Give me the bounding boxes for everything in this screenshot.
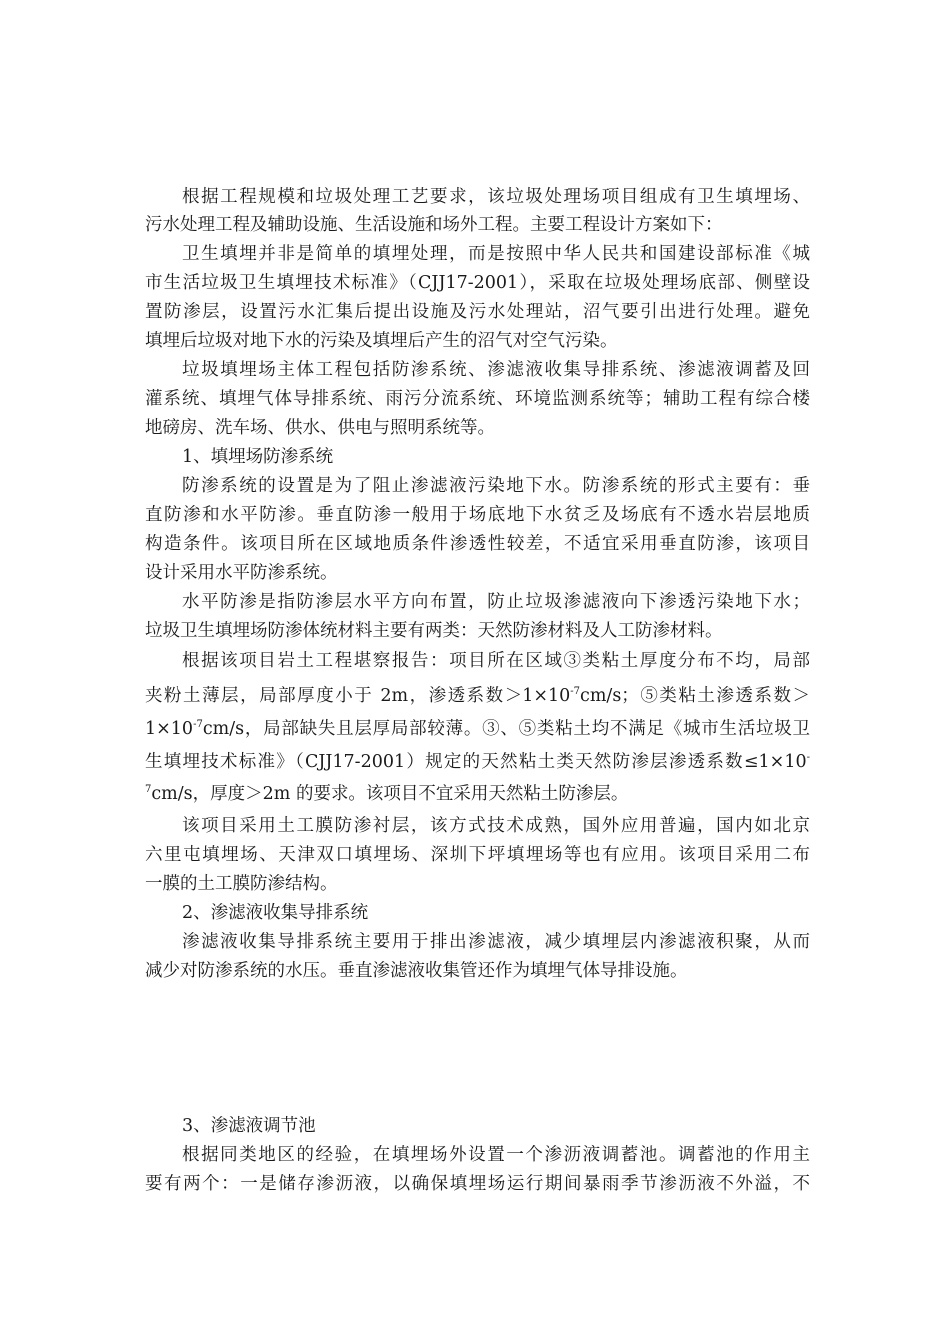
paragraph-line: 水平防渗是指防渗层水平方向布置，防止垃圾渗滤液向下渗透污染地下水； [182,592,810,612]
paragraph-line: 减少对防渗系统的水压。垂直渗滤液收集管还作为填埋气体导排设施。 [145,961,688,981]
paragraph-line: 置防渗层，设置污水汇集后提出设施及污水处理站，沼气要引出进行处理。避免 [145,302,810,322]
paragraph-line: 污水处理工程及辅助设施、生活设施和场外工程。主要工程设计方案如下： [145,215,723,235]
exponent: 7 [145,784,152,795]
exponent: -7 [193,719,203,730]
paragraph-line: 卫生填埋并非是简单的填埋处理，而是按照中华人民共和国建设部标准《城 [182,244,810,264]
paragraph-line [145,749,810,775]
paragraph-line: 渗滤液收集导排系统主要用于排出渗滤液，减少填埋层内渗滤液积聚，从而 [182,932,810,952]
exponent: - [806,752,810,763]
paragraph-line: 设计采用水平防渗系统。 [145,563,338,583]
paragraph-line: 构造条件。该项目所在区域地质条件渗透性较差，不适宜采用垂直防渗，该项目 [145,534,810,554]
paragraph-line: 防渗系统的设置是为了阻止渗滤液污染地下水。防渗系统的形式主要有：垂 [182,476,810,496]
paragraph-line: 市生活垃圾卫生填埋技术标准》（CJJ17-2001），采取在垃圾处理场底部、侧壁设 [145,273,810,293]
section-heading: 2、渗滤液收集导排系统 [182,903,369,923]
text-run: 夹粉土薄层，局部厚度小于 2m，渗透系数＞1×10 [145,686,571,706]
paragraph-line: 地磅房、洗车场、供水、供电与照明系统等。 [145,418,495,438]
paragraph-line: 根据工程规模和垃圾处理工艺要求，该垃圾处理场项目组成有卫生填埋场、 [182,187,810,207]
paragraph-line: 灌系统、填埋气体导排系统、雨污分流系统、环境监测系统等；辅助工程有综合楼 [145,389,810,409]
paragraph-line: 六里屯填埋场、天津双口填埋场、深圳下坪填埋场等也有应用。该项目采用二布 [145,845,810,865]
paragraph-line: 垃圾卫生填埋场防渗体统材料主要有两类：天然防渗材料及人工防渗材料。 [145,621,723,641]
text-run: cm/s，局部缺失且层厚局部较薄。③、⑤类粘土均不满足《城市生活垃圾卫 [202,719,810,739]
paragraph-line: 填埋后垃圾对地下水的污染及填埋后产生的沼气对空气污染。 [145,331,618,351]
text-run: 1×10 [145,719,194,739]
paragraph-line: 一膜的土工膜防渗结构。 [145,874,338,894]
paragraph-line: 根据该项目岩土工程堪察报告：项目所在区域③类粘土厚度分布不均，局部 [182,651,810,671]
exponent: -7 [570,686,581,697]
paragraph-line: 根据同类地区的经验，在填埋场外设置一个渗沥液调蓄池。调蓄池的作用主 [182,1145,810,1165]
text-run: cm/s，厚度＞2m 的要求。该项目不宜采用天然粘土防渗层。 [151,784,629,804]
paragraph-line: 直防渗和水平防渗。垂直防渗一般用于场底地下水贫乏及场底有不透水岩层地质 [145,505,810,525]
section-heading: 1、填埋场防渗系统 [182,447,334,467]
paragraph-line [145,781,628,807]
paragraph-line [145,716,810,742]
paragraph-line: 垃圾填埋场主体工程包括防渗系统、渗滤液收集导排系统、渗滤液调蓄及回 [182,360,810,380]
text-run: 生填埋技术标准》（CJJ17-2001）规定的天然粘土类天然防渗层渗透系数≤1×10 [145,752,807,772]
paragraph-line [145,683,810,709]
paragraph-line: 要有两个：一是储存渗沥液，以确保填埋场运行期间暴雨季节渗沥液不外溢，不 [145,1174,810,1194]
section-heading: 3、渗滤液调节池 [182,1116,316,1136]
paragraph-line: 该项目采用土工膜防渗衬层，该方式技术成熟，国外应用普遍，国内如北京 [182,816,810,836]
text-run: cm/s；⑤类粘土渗透系数＞ [580,686,810,706]
